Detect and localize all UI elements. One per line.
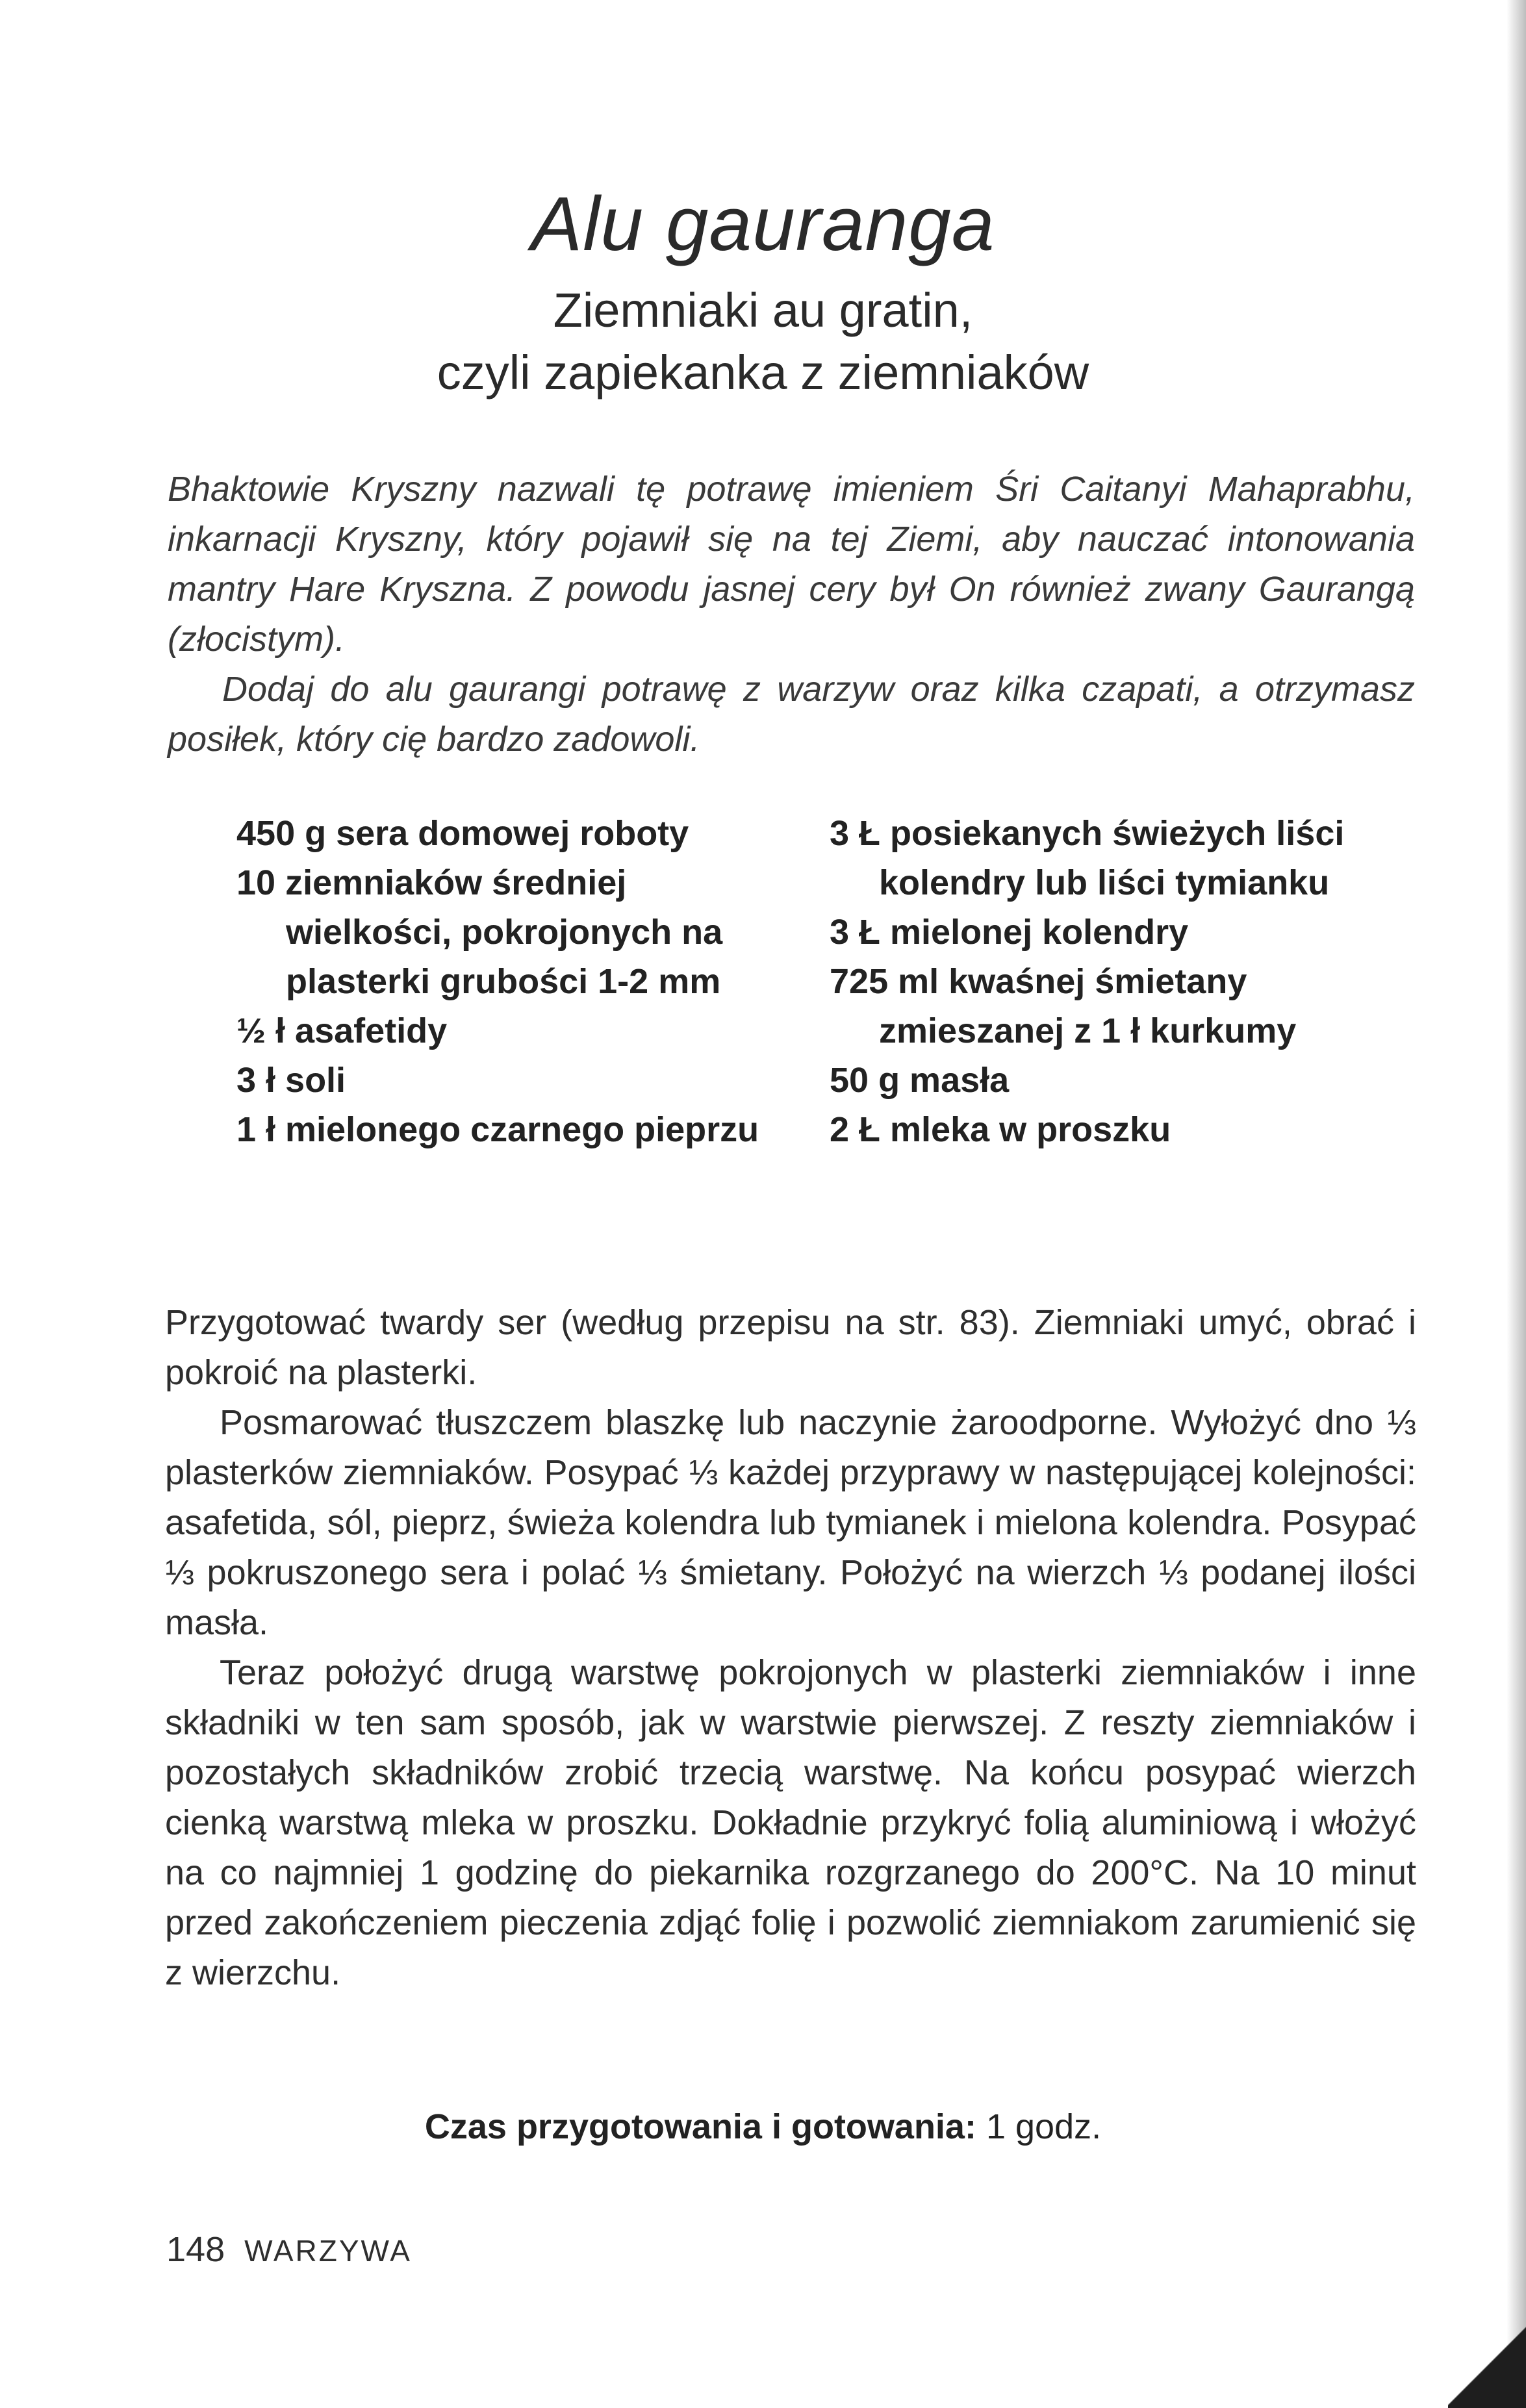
cooking-time: [0, 2102, 1526, 2152]
subtitle-line-1: Ziemniaki au gratin,: [553, 283, 973, 337]
ingredient-item: 450 g sera domowej roboty: [236, 814, 689, 853]
ingredients-column-left: [236, 809, 795, 1154]
recipe-intro: [168, 464, 1415, 765]
ingredient-item: ½ ł asafetidy: [236, 1011, 448, 1050]
ingredient-item: 3 ł soli: [236, 1061, 346, 1100]
ingredient-item: 10 ziemniaków średniej wielkości, pokrojonych na plasterki grubości 1-2 mm: [236, 863, 723, 1001]
recipe-subtitle: [0, 279, 1526, 404]
ingredient-item: 3 Ł posiekanych świeżych liści kolendry lub liści tymianku: [830, 814, 1345, 902]
page-footer: [166, 2225, 412, 2276]
subtitle-line-2: czyli zapiekanka z ziemniaków: [437, 346, 1089, 399]
instruction-paragraph: Posmarować tłuszczem blaszkę lub naczynie żaroodporne. Wyłożyć dno ⅓ plasterków ziemniaków. Posypać ⅓ każdej przyprawy w następującej kolejności: asafetida, sól, pieprz, świeża kolendra lub tymianek i mielona kolendra. Posypać ⅓ pokruszonego sera i polać ⅓ śmietany. Położyć na wierzch ⅓ podanej ilości masła.: [165, 1403, 1416, 1642]
intro-paragraph: Bhaktowie Kryszny nazwali tę potrawę imieniem Śri Caitanyi Mahaprabhu, inkarnacji Kryszny, który pojawił się na tej Ziemi, aby nauczać intonowania mantry Hare Kryszna. Z powodu jasnej cery był On również zwany Gaurangą (złocistym).: [168, 470, 1415, 659]
instruction-paragraph: Teraz położyć drugą warstwę pokrojonych w plasterki ziemniaków i inne składniki w ten sam sposób, jak w warstwie pierwszej. Z reszty ziemniaków i pozostałych składników zrobić trzecią warstwę. Na końcu posypać wierzch cienką warstwą mleka w proszku. Dokładnie przykryć folią aluminiową i włożyć na co najmniej 1 godzinę do piekarnika rozgrzanego do 200°C. Na 10 minut przed zakończeniem pieczenia zdjąć folię i pozwolić ziemniakom zarumienić się z wierzchu.: [165, 1653, 1416, 1992]
section-name: WARZYWA: [244, 2234, 412, 2268]
ingredient-item: 1 ł mielonego czarnego pieprzu: [236, 1110, 759, 1149]
ingredient-item: 2 Ł mleka w proszku: [830, 1110, 1171, 1149]
instruction-paragraph: Przygotować twardy ser (według przepisu na str. 83). Ziemniaki umyć, obrać i pokroić na plasterki.: [165, 1303, 1416, 1392]
intro-paragraph: Dodaj do alu gaurangi potrawę z warzyw oraz kilka czapati, a otrzymasz posiłek, który cię bardzo zadowoli.: [168, 670, 1415, 759]
ingredient-item: 50 g masła: [830, 1061, 1010, 1100]
page-number: 148: [166, 2230, 225, 2269]
ingredient-item: 3 Ł mielonej kolendry: [830, 913, 1189, 952]
page-corner-shadow: [1448, 2304, 1526, 2408]
ingredient-item: 725 ml kwaśnej śmietany zmieszanej z 1 ł kurkumy: [830, 962, 1297, 1050]
recipe-title: Alu gauranga: [531, 181, 995, 267]
ingredients-column-right: [830, 809, 1388, 1154]
cooking-time-value: 1 godz.: [986, 2107, 1102, 2146]
cooking-time-label: Czas przygotowania i gotowania:: [424, 2107, 976, 2146]
recipe-instructions: [165, 1298, 1416, 1998]
